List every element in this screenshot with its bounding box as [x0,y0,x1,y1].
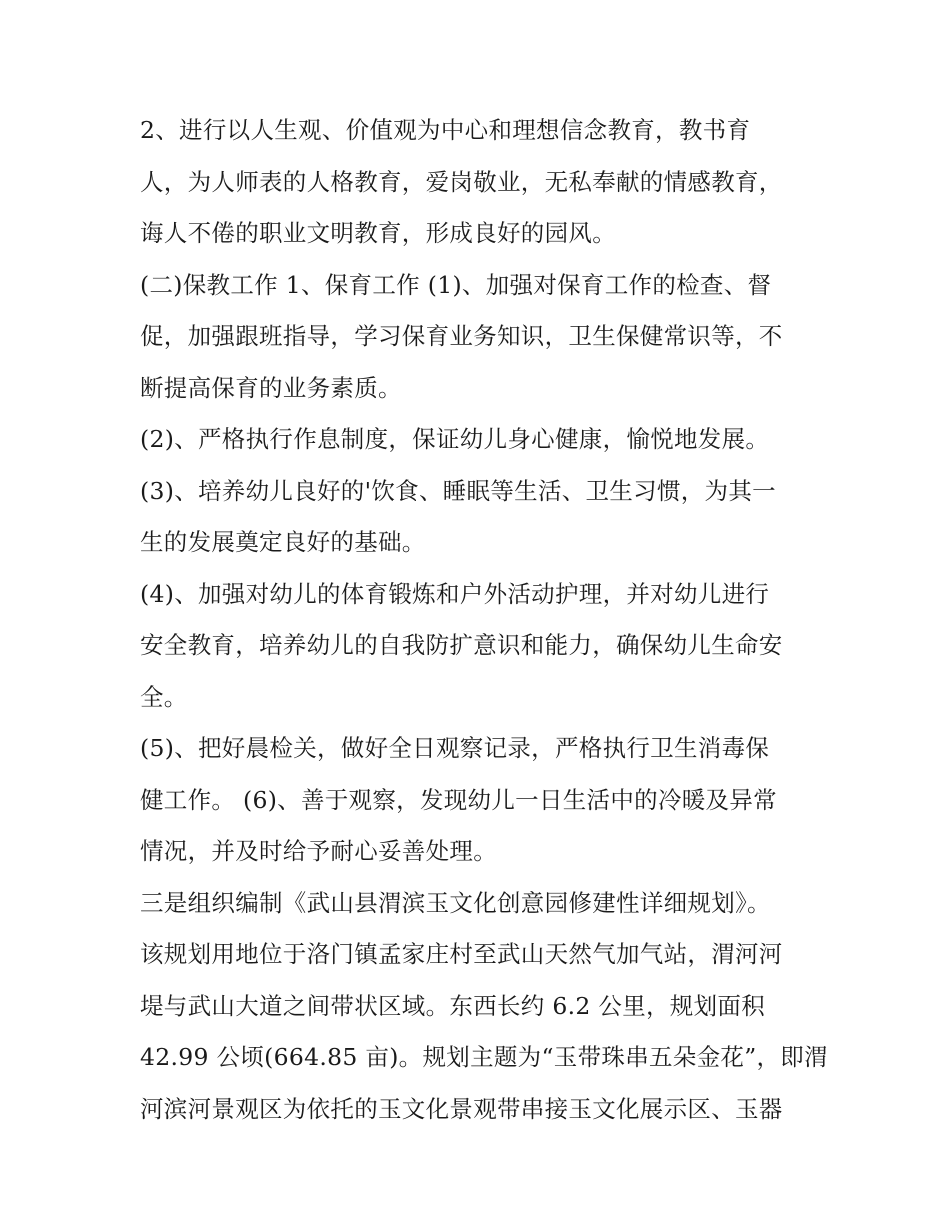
document-body [140,109,828,1139]
text-line: 42.99 公顷(664.85 亩)。规划主题为“玉带珠串五朵金花”，即渭 [140,1043,828,1071]
text-line: 河滨河景观区为依托的玉文化景观带串接玉文化展示区、玉器 [140,1094,783,1123]
text-line: 安全教育，培养幼儿的自我防扩意识和能力，确保幼儿生命安 [140,631,783,659]
text-line: (二)保教工作 1、保育工作 (1)、加强对保育工作的检查、督 [140,270,772,299]
text-line: 健工作。 (6)、善于观察，发现幼儿一日生活中的冷暖及异常 [140,785,777,814]
text-line: (3)、培养幼儿良好的'饮食、睡眠等生活、卫生习惯，为其一 [140,476,776,505]
text-line: 生的发展奠定良好的基础。 [140,528,426,556]
text-line: 全。 [140,682,188,711]
text-line: 2、进行以人生观、价值观为中心和理想信念教育，教书育 [140,116,751,144]
text-line: 诲人不倦的职业文明教育，形成良好的园风。 [140,219,616,247]
text-line: 促，加强跟班指导，学习保育业务知识，卫生保健常识等，不 [140,322,783,350]
text-line: (4)、加强对幼儿的体育锻炼和户外活动护理，并对幼儿进行 [140,579,770,608]
text-line: 情况，并及时给予耐心妥善处理。 [140,837,497,865]
text-line: (2)、严格执行作息制度，保证幼儿身心健康，愉悦地发展。 [140,425,770,453]
text-line: 人，为人师表的人格教育，爱岗敬业，无私奉献的情感教育， [140,167,783,196]
text-line: 三是组织编制《武山县渭滨玉文化创意园修建性详细规划》。 [140,888,771,917]
text-line: 该规划用地位于洛门镇孟家庄村至武山天然气加气站，渭河河 [140,940,783,968]
text-line: 断提高保育的业务素质。 [140,373,402,402]
text-line: 堤与武山大道之间带状区域。东西长约 6.2 公里，规划面积 [140,991,766,1020]
text-line: (5)、把好晨检关，做好全日观察记录，严格执行卫生消毒保 [140,734,770,762]
